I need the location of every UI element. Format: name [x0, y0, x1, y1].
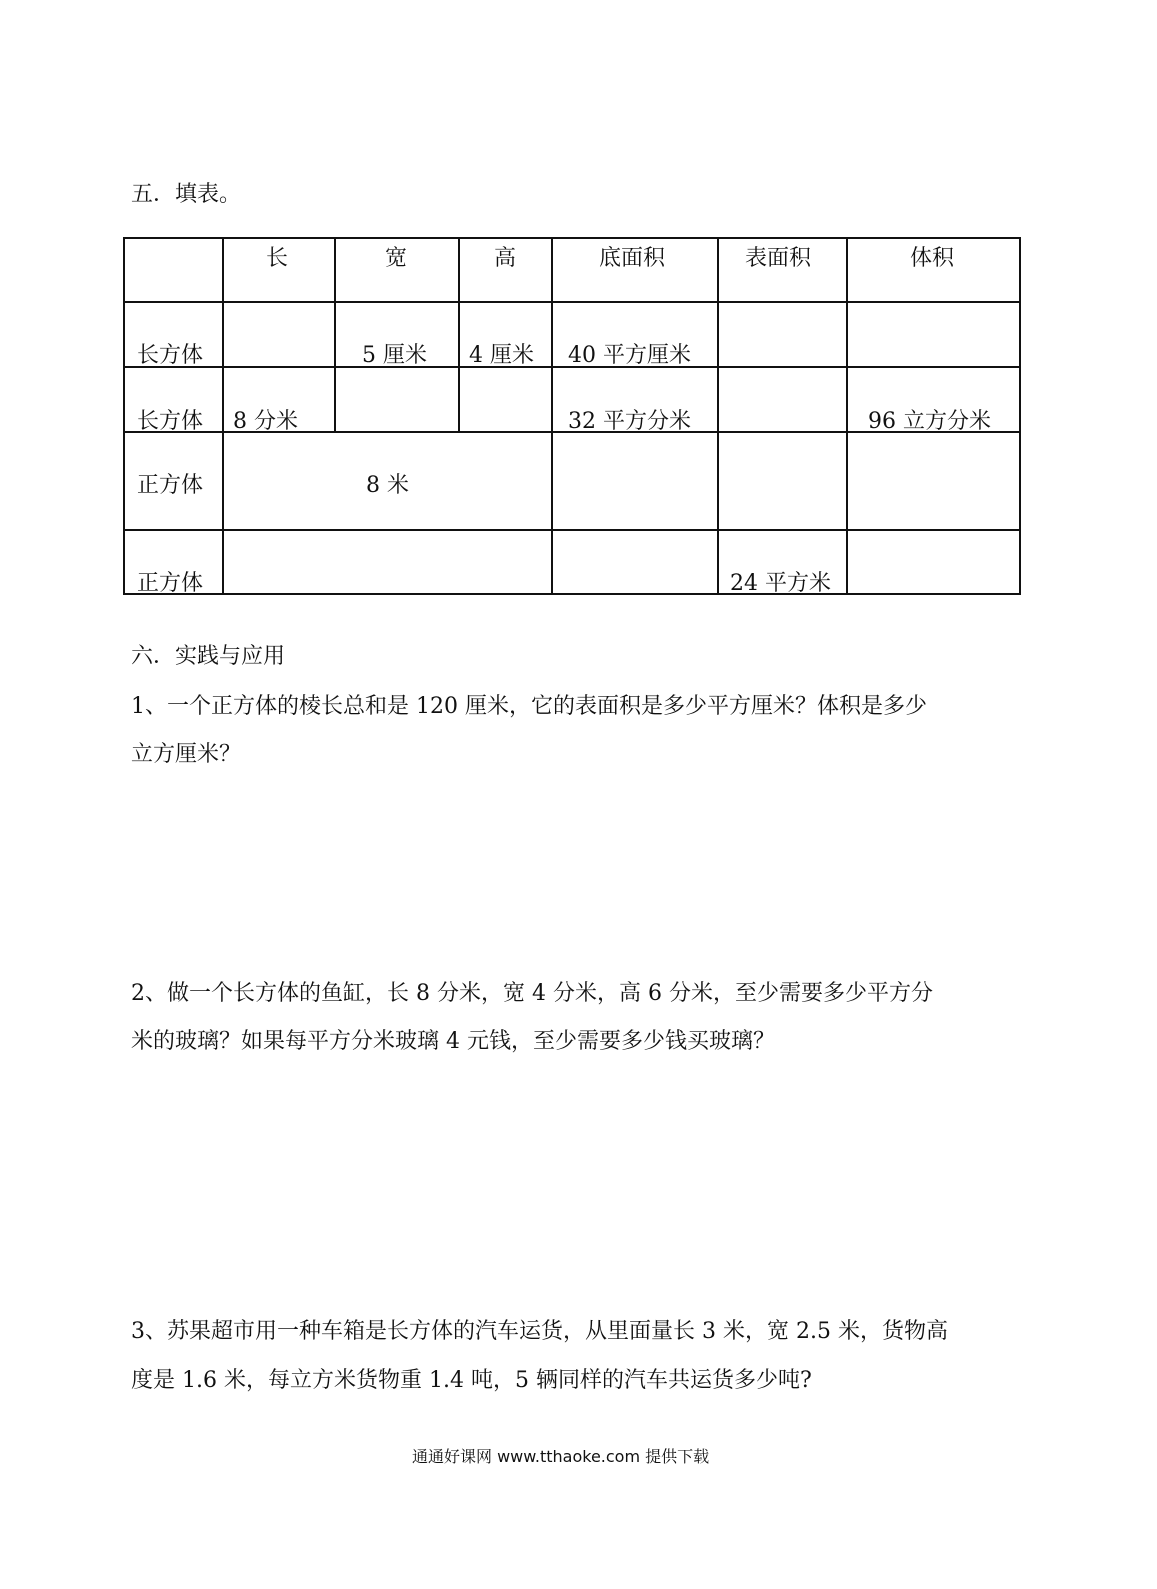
row-label: 正方体 [137, 571, 204, 596]
table-cell: 5 厘米 [362, 343, 427, 368]
table-rule [551, 237, 553, 595]
table-rule [123, 529, 1021, 531]
table-rule [334, 237, 336, 432]
table-cell: 8 米 [366, 473, 409, 498]
question-2-line-2: 米的玻璃？如果每平方分米玻璃 4 元钱，至少需要多少钱买玻璃？ [131, 1029, 775, 1054]
table-rule [222, 237, 224, 595]
table-cell: 24 平方米 [730, 571, 831, 596]
header-length: 长 [266, 246, 289, 271]
question-1-line-1: 1、一个正方体的棱长总和是 120 厘米，它的表面积是多少平方厘米？体积是多少 [131, 694, 927, 719]
header-width: 宽 [385, 246, 408, 271]
question-1-line-2: 立方厘米？ [131, 742, 242, 767]
question-2-line-1: 2、做一个长方体的鱼缸，长 8 分米，宽 4 分米，高 6 分米，至少需要多少平方分 [131, 981, 933, 1006]
header-height: 高 [494, 246, 517, 271]
table-rule [123, 301, 1021, 303]
table-cell: 96 立方分米 [868, 409, 991, 434]
row-label: 长方体 [137, 343, 204, 368]
header-volume: 体积 [910, 246, 955, 271]
header-base-area: 底面积 [599, 246, 666, 271]
row-label: 正方体 [137, 473, 204, 498]
table-cell: 40 平方厘米 [568, 343, 691, 368]
section-5-title: 五．填表。 [131, 182, 242, 207]
table-cell: 32 平方分米 [568, 409, 691, 434]
question-3-line-1: 3、苏果超市用一种车箱是长方体的汽车运货，从里面量长 3 米，宽 2.5 米，货物高 [131, 1319, 948, 1344]
row-label: 长方体 [137, 409, 204, 434]
footer-text: 通通好课网 www.tthaoke.com 提供下载 [412, 1447, 710, 1466]
header-surface-area: 表面积 [745, 246, 812, 271]
table-rule [458, 237, 460, 432]
table-cell: 8 分米 [233, 409, 298, 434]
table-rule [717, 237, 719, 595]
question-3-line-2: 度是 1.6 米，每立方米货物重 1.4 吨，5 辆同样的汽车共运货多少吨? [131, 1368, 812, 1393]
table-rule [846, 237, 848, 595]
section-6-title: 六．实践与应用 [131, 644, 286, 669]
table-cell: 4 厘米 [469, 343, 534, 368]
